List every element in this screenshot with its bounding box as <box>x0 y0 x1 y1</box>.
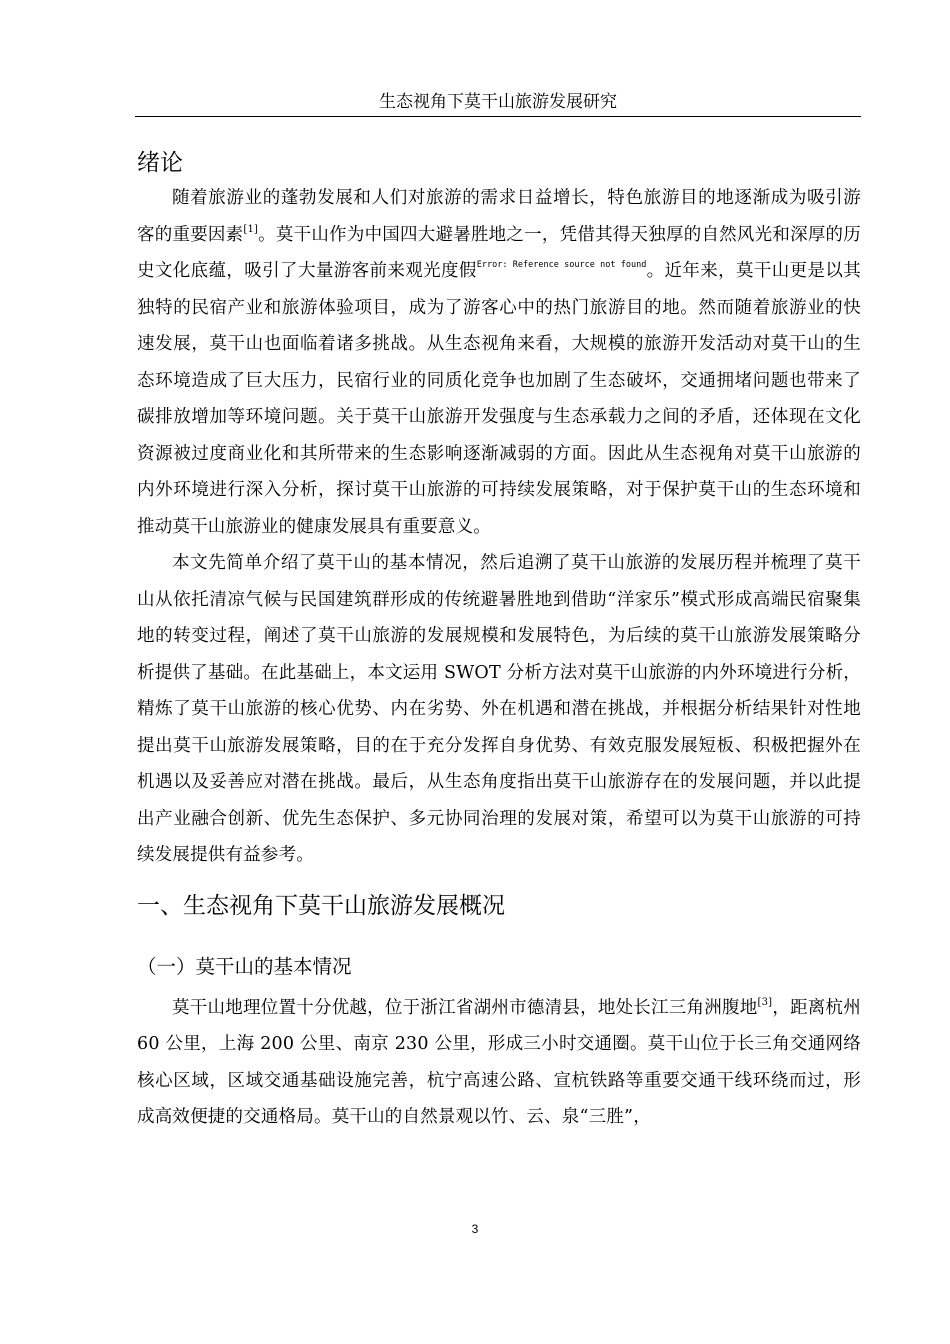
section-1-p1-text-2: ，距离杭州 60 公里，上海 200 公里、南京 230 公里，形成三小时交通圈。莫干山位于长三角交通网络核心区域，区域交通基础设施完善，杭宁高速公路、宣杭铁路等重要交通干线环绕而过，形成高效便捷的交通格局。莫干山的自然景观以竹、云、泉“三胜”， <box>137 997 861 1127</box>
citation-ref-1[interactable]: [1] <box>243 223 259 235</box>
citation-ref-3[interactable]: [3] <box>757 996 773 1008</box>
intro-p1-text-3: 。近年来，莫干山更是以其独特的民宿产业和旅游体验项目，成为了游客心中的热门旅游目的地。然而随着旅游业的快速发展，莫干山也面临着诸多挑战。从生态视角来看，大规模的旅游开发活动对莫干山的生态环境造成了巨大压力，民宿行业的同质化竞争也加剧了生态破坏，交通拥堵问题也带来了碳排放增加等环境问题。关于莫干山旅游开发强度与生态承载力之间的矛盾，还体现在文化资源被过度商业化和其所带来的生态影响逐渐减弱的方面。因此从生态视角对莫干山旅游的内外环境进行深入分析，探讨莫干山旅游的可持续发展策略，对于保护莫干山的生态环境和推动莫干山旅游业的健康发展具有重要意义。 <box>137 261 861 537</box>
intro-paragraph-2: 本文先简单介绍了莫干山的基本情况，然后追溯了莫干山旅游的发展历程并梳理了莫干山从依托清凉气候与民国建筑群形成的传统避暑胜地到借助“洋家乐”模式形成高端民宿聚集地的转变过程，阐述了莫干山旅游的发展规模和发展特色，为后续的莫干山旅游发展策略分析提供了基础。在此基础上，本文运用 SWOT 分析方法对莫干山旅游的内外环境进行分析，精炼了莫干山旅游的核心优势、内在劣势、外在机遇和潜在挑战，并根据分析结果针对性地提出莫干山旅游发展策略，目的在于充分发挥自身优势、有效克服发展短板、积极把握外在机遇以及妥善应对潜在挑战。最后，从生态角度指出莫干山旅游存在的发展问题，并以此提出产业融合创新、优先生态保护、多元协同治理的发展对策，希望可以为莫干山旅游的可持续发展提供有益参考。 <box>137 553 861 865</box>
intro-p1-text-1: 随着旅游业的蓬勃发展和人们对旅游的需求日益增长，特色旅游目的地逐渐成为吸引游客的重要因素 <box>137 188 861 245</box>
intro-paragraph-1 <box>137 180 861 545</box>
reference-error-text: Error: Reference source not found <box>476 260 647 270</box>
page-content <box>137 146 861 1136</box>
running-header: 生态视角下莫干山旅游发展研究 <box>379 92 617 112</box>
section-1-p1-text-1: 莫干山地理位置十分优越，位于浙江省湖州市德清县，地处长江三角洲腹地 <box>172 997 758 1018</box>
intro-heading: 绪论 <box>137 150 183 176</box>
section-1-heading: （一）莫干山的基本情况 <box>137 954 352 978</box>
header-rule <box>135 116 861 117</box>
section-1-paragraph-1 <box>137 990 861 1136</box>
chapter-1-heading: 一、生态视角下莫干山旅游发展概况 <box>137 892 505 919</box>
page-number: 3 <box>471 1222 479 1236</box>
intro-p1-text-2: 。莫干山作为中国四大避暑胜地之一，凭借其得天独厚的自然风光和深厚的历史文化底蕴，吸引了大量游客前来观光度假 <box>137 224 861 281</box>
